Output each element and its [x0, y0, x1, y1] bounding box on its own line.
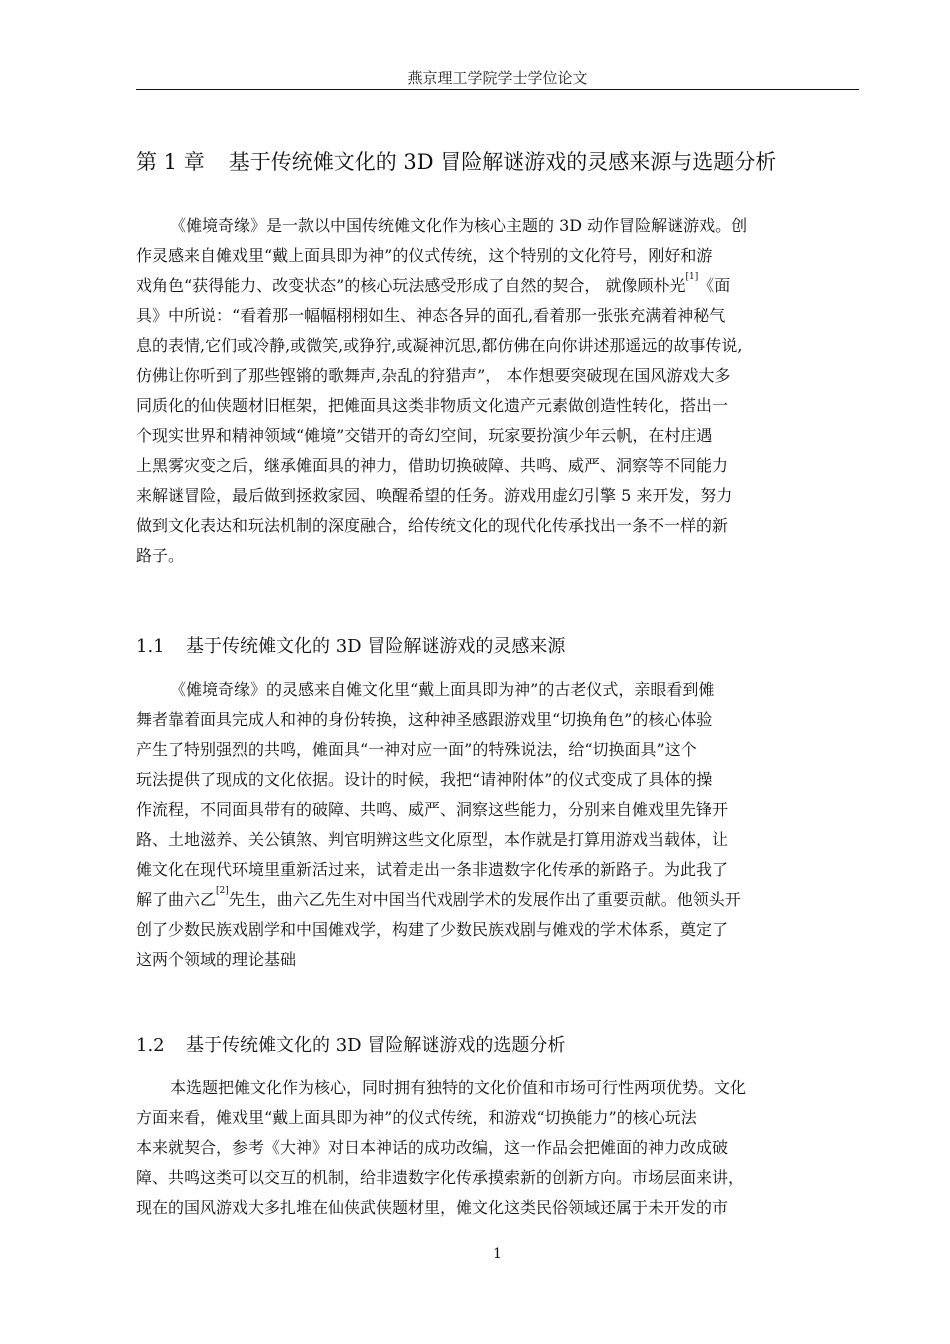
- section-number: 1.1: [136, 636, 165, 657]
- text-line: 作流程，不同面具带有的破障、共鸣、威严、洞察这些能力，分别来自傩戏里先锋开: [136, 800, 729, 819]
- text-line: 作灵感来自傩戏里“戴上面具即为神”的仪式传统，这个特别的文化符号，刚好和游: [136, 246, 713, 265]
- section-title-1-1: [136, 634, 859, 660]
- section-1-2-paragraph: [136, 1073, 859, 1223]
- page-number: 1: [493, 1246, 502, 1262]
- text-line: 本来就契合，参考《大神》对日本神话的成功改编，这一作品会把傩面的神力改成破: [136, 1138, 729, 1157]
- intro-paragraph: [136, 211, 859, 571]
- text-line: 具》中所说：“看着那一幅幅栩栩如生、神态各异的面孔,看着那一张张充满着神秘气: [136, 306, 726, 325]
- text-line: 现在的国风游戏大多扎堆在仙侠武侠题材里，傩文化这类民俗领域还属于未开发的市: [136, 1198, 729, 1217]
- text-line: 傩文化在现代环境里重新活过来，试着走出一条非遗数字化传承的新路子。为此我了: [136, 860, 729, 879]
- text-line: 《傩境奇缘》是一款以中国传统傩文化作为核心主题的 3D 动作冒险解谜游戏。创: [170, 216, 748, 235]
- text-line: 玩法提供了现成的文化依据。设计的时候，我把“请神附体”的仪式变成了具体的操: [136, 770, 713, 789]
- text-line: [136, 885, 859, 915]
- text-line: 《傩境奇缘》的灵感来自傩文化里“戴上面具即为神”的古老仪式，亲眼看到傩: [170, 680, 715, 699]
- text-line: 路、土地滋养、关公镇煞、判官明辨这些文化原型，本作就是打算用游戏当载体，让: [136, 830, 729, 849]
- text-line: 方面来看，傩戏里“戴上面具即为神”的仪式传统，和游戏“切换能力”的核心玩法: [136, 1108, 697, 1127]
- text-line: 息的表情,它们或冷静,或微笑,或狰狞,或凝神沉思,都仿佛在向你讲述那遥远的故事传说,: [136, 336, 743, 355]
- text-line: 个现实世界和精神领域“傩境”交错开的奇幻空间，玩家要扮演少年云帆，在村庄遇: [136, 426, 713, 445]
- text-line: 创了少数民族戏剧学和中国傩戏学，构建了少数民族戏剧与傩戏的学术体系，奠定了: [136, 920, 729, 939]
- text-line: 做到文化表达和玩法机制的深度融合，给传统文化的现代化传承找出一条不一样的新: [136, 516, 729, 535]
- text-line: 上黑雾灾变之后，继承傩面具的神力，借助切换破障、共鸣、威严、洞察等不同能力: [136, 456, 729, 475]
- text-line: 来解谜冒险，最后做到拯救家园、唤醒希望的任务。游戏用虚幻引擎 5 来开发，努力: [136, 486, 733, 505]
- chapter-number: 第 1 章: [136, 150, 205, 174]
- text-line: 同质化的仙侠题材旧框架，把傩面具这类非物质文化遗产元素做创造性转化，搭出一: [136, 396, 729, 415]
- section-title-text: 基于传统傩文化的 3D 冒险解谜游戏的选题分析: [186, 1035, 566, 1056]
- text-line-part: 先生，曲六乙先生对中国当代戏剧学术的发展作出了重要贡献。他领头开: [228, 890, 741, 909]
- section-number: 1.2: [136, 1035, 165, 1056]
- chapter-title: [136, 147, 859, 177]
- citation-ref: [2]: [216, 886, 229, 896]
- section-1-1-paragraph: [136, 675, 859, 975]
- text-line: [136, 271, 859, 301]
- text-line-part: 戏角色“获得能力、改变状态”的核心玩法感受形成了自然的契合， 就像顾朴光: [136, 276, 686, 295]
- text-line: 产生了特别强烈的共鸣，傩面具“一神对应一面”的特殊说法，给“切换面具”这个: [136, 740, 697, 759]
- text-line-part: 《面: [698, 276, 731, 295]
- chapter-title-text: 基于传统傩文化的 3D 冒险解谜游戏的灵感来源与选题分析: [228, 150, 777, 174]
- text-line: 仿佛让你听到了那些铿锵的歌舞声,杂乱的狩猎声”， 本作想要突破现在国风游戏大多: [136, 366, 731, 385]
- text-line: 本选题把傩文化作为核心，同时拥有独特的文化价值和市场可行性两项优势。文化: [170, 1078, 747, 1097]
- page-header: 燕京理工学院学士学位论文: [407, 69, 588, 87]
- header-rule: [136, 89, 859, 90]
- text-line: 障、共鸣这类可以交互的机制，给非遗数字化传承摸索新的创新方向。市场层面来讲，: [136, 1168, 745, 1187]
- citation-ref: [1]: [685, 272, 699, 282]
- text-line: 路子。: [136, 546, 185, 565]
- text-line: 舞者靠着面具完成人和神的身份转换，这种神圣感跟游戏里“切换角色”的核心体验: [136, 710, 713, 729]
- text-line: 这两个领域的理论基础: [136, 950, 297, 969]
- section-title-1-2: [136, 1033, 859, 1059]
- section-title-text: 基于传统傩文化的 3D 冒险解谜游戏的灵感来源: [186, 636, 566, 657]
- text-line-part: 解了曲六乙: [136, 890, 217, 909]
